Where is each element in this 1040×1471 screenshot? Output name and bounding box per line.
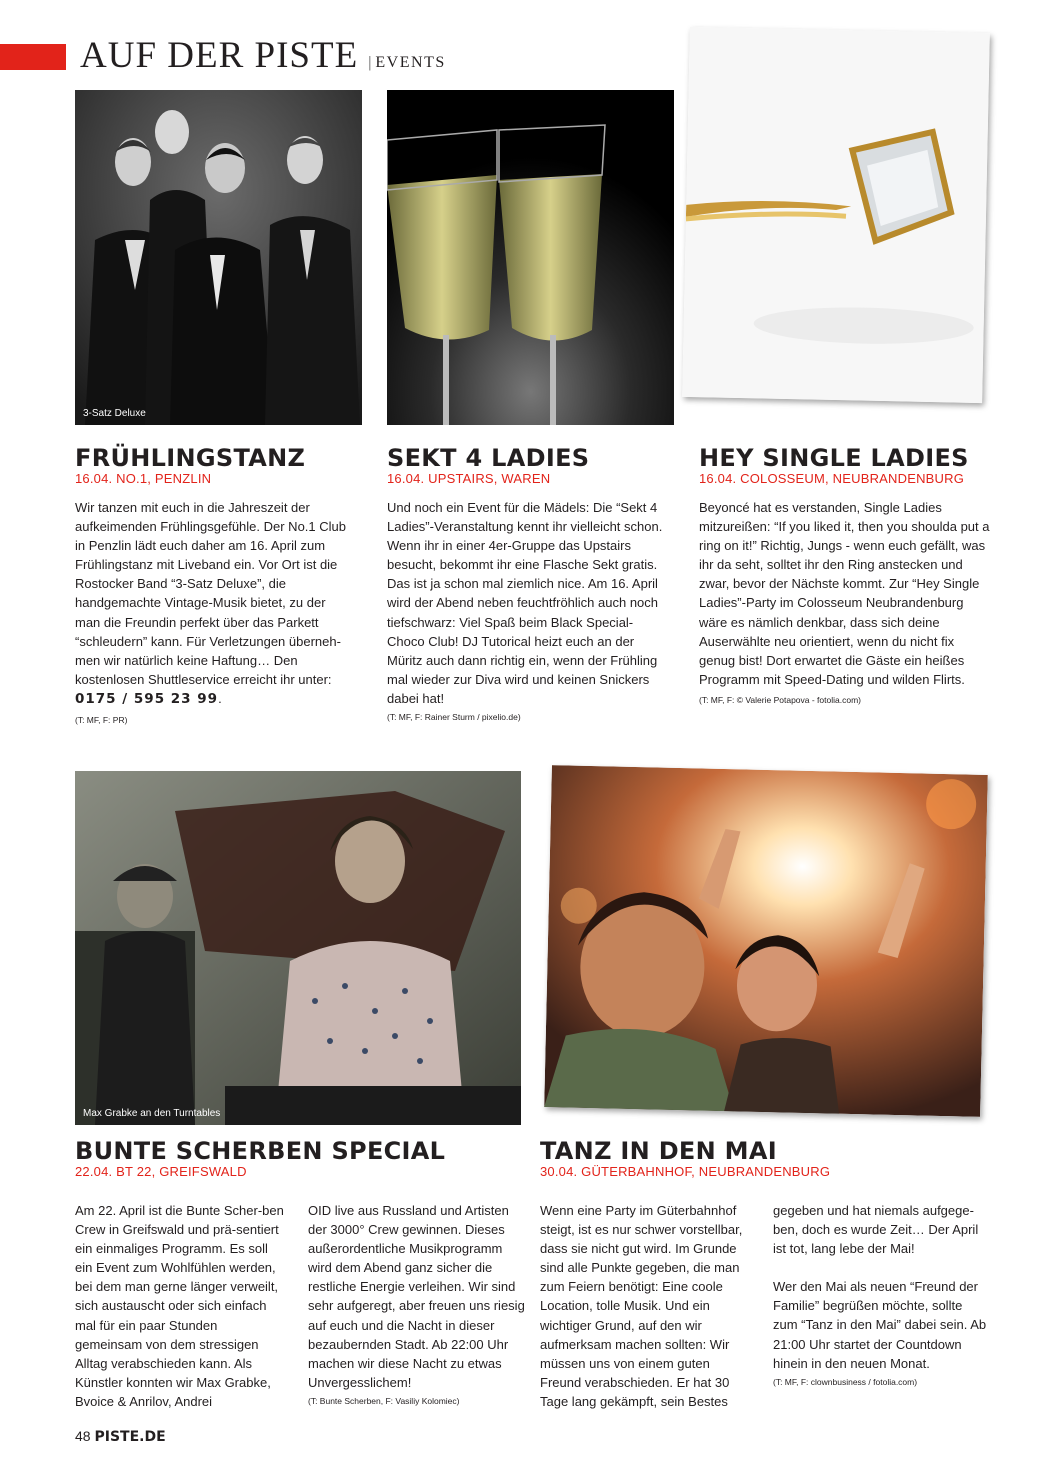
article-body-column-2-wrap bbox=[773, 1201, 988, 1388]
article-date-location: 16.04. NO.1, PENZLIN bbox=[75, 471, 212, 486]
article-credit: (T: Bunte Scherben, F: Vasiliy Kolomiec) bbox=[308, 1395, 460, 1406]
article-title: FRÜHLINGSTANZ bbox=[75, 444, 306, 472]
page-number: 48 bbox=[75, 1428, 91, 1444]
article-body-column-2-p2: Wer den Mai als neuen “Freund der Familie” begrüßen möchte, sollte zum “Tanz in den Mai” dabei sein. Ab 21:00 Uhr startet der Countdown hinein in den neuen Monat. bbox=[773, 1279, 987, 1371]
photo-caption: Max Grabke an den Turntables bbox=[83, 1108, 221, 1119]
section-subtitle: EVENTS bbox=[375, 54, 446, 71]
article-body-column-2-p1: gegeben und hat niemals aufgege-ben, doch es wurde Zeit… Der April ist tot, lang lebe der Mai! bbox=[773, 1203, 979, 1257]
article-credit: (T: MF, F: Rainer Sturm / pixelio.de) bbox=[387, 712, 521, 723]
header-divider: | bbox=[368, 54, 372, 71]
article-title: TANZ IN DEN MAI bbox=[540, 1137, 777, 1165]
page-footer bbox=[75, 1428, 166, 1445]
section-header bbox=[80, 34, 446, 77]
article-fruehlingstanz bbox=[75, 444, 365, 726]
article-date-location: 30.04. GÜTERBAHNHOF, NEUBRANDENBURG bbox=[540, 1164, 831, 1179]
party-photo bbox=[544, 765, 988, 1117]
article-body: Beyoncé hat es verstanden, Single Ladies mitzureißen: “If you liked it, then you shoulda put a ring on it!” Richtig, Jungs - wenn euch gefällt, was ihr da seht, solltet ihr den Ring anstecken und zwar, bevor der Nächste kommt. Zur “Hey Single Ladies”-Party im Colosseum Neubrandenburg wäre es nämlich denkbar, dass sich deine Auserwählte neu orientiert, wenn du nicht fix genug bist! Dort erwartet die Gäste ein heißes Programm mit Speed-Dating und wilden Flirts. bbox=[699, 500, 990, 687]
article-date-location: 16.04. UPSTAIRS, WAREN bbox=[387, 471, 551, 486]
article-title: SEKT 4 LADIES bbox=[387, 444, 590, 472]
champagne-photo bbox=[387, 90, 674, 425]
article-body: Und noch ein Event für die Mädels: Die “Sekt 4 Ladies”-Veranstaltung kennt ihr vielleicht schon. Wenn ihr in einer 4er-Gruppe das Upstairs besucht, bekommt ihr eine Flasche Sekt gratis. Das ist ja schon mal ziemlich nice. Am 16. April wird der Abend neben feuchtfröhlich auch noch tiefschwarz: Viel Spaß beim Black Special-Choco Club! DJ Tutorical heizt euch an der Müritz auch dann richtig ein, wenn der Frühling mal wieder zur Diva wird und keinen Snickers dabei hat! bbox=[387, 500, 663, 706]
article-title: HEY SINGLE LADIES bbox=[699, 444, 969, 472]
article-body-column-1: Am 22. April ist die Bunte Scher-ben Crew in Greifswald und prä-sentiert ein einmaliges Programm. Es soll ein Event zum Wohlfühlen werden, bei dem man gerne länger verweilt, sich austauscht oder sich einfach mal für ein paar Stunden gemeinsam von dem stressigen Alltag verabschieden kann. Als Künstler konnten wir Max Grabke, Bvoice & Anrilov, Andrei bbox=[75, 1203, 284, 1409]
article-sekt-4-ladies bbox=[387, 444, 677, 723]
dj-photo bbox=[75, 771, 521, 1125]
article-hey-single-ladies bbox=[699, 444, 994, 706]
article-body-column-2: OID live aus Russland und Artisten der 3000° Crew gewinnen. Dieses außerordentliche Musikprogramm wird dem Abend ganz sicher die restliche Energie verleihen. Wir sind sehr aufgeregt, aber freuen uns riesig auf euch und die Nacht in dieser bezaubernden Stadt. Ab 22:00 Uhr machen wir diese Nacht zu etwas Unvergesslichem! bbox=[308, 1203, 525, 1390]
brand-name: PISTE.DE bbox=[94, 1429, 166, 1445]
article-credit: (T: MF, F: clownbusiness / fotolia.com) bbox=[773, 1376, 918, 1387]
article-title: BUNTE SCHERBEN SPECIAL bbox=[75, 1137, 446, 1165]
photo-caption: 3-Satz Deluxe bbox=[83, 408, 146, 419]
ring-photo bbox=[682, 27, 990, 403]
phone-number: 0175 / 595 23 99 bbox=[75, 690, 219, 707]
article-credit: (T: MF, F: © Valerie Potapova - fotolia.com) bbox=[699, 694, 861, 705]
article-body-column-1: Wenn eine Party im Güterbahnhof steigt, ist es nur schwer vorstellbar, dass sie nicht gut wird. Im Grunde sind alle Punkte gegeben, die man zum Feiern benötigt: Eine coole Location, tolle Musik. Und ein wichtiger Grund, auf den wir aufmerksam machen sollten: Wir müssen uns von einem guten Freund verabschieden. Er hat 30 Tage lang gekämpft, sein Bestes bbox=[540, 1203, 743, 1409]
article-tanz-in-den-mai bbox=[540, 1137, 990, 1409]
band-photo bbox=[75, 90, 362, 425]
article-body-column-2-wrap bbox=[308, 1201, 526, 1407]
article-bunte-scherben bbox=[75, 1137, 525, 1409]
article-text: Wir tanzen mit euch in die Jahreszeit der aufkeimenden Frühlingsgefühle. Der No.1 Club in Penzlin lädt euch daher am 16. April zum Frühlingstanz mit Liveband ein. Vor Ort ist die Rostocker Band “3-Satz Deluxe”, die handgemachte Vintage-Musik bietet, zu der man die Freundin perfekt über das Parkett “schleudern” kann. Für Verletzungen überneh-men wir natürlich keine Haftung… Den kostenlosen Shuttleservice erreicht ihr unter: bbox=[75, 500, 346, 687]
section-color-bar bbox=[0, 44, 66, 70]
section-title: AUF DER PISTE bbox=[80, 35, 359, 76]
article-credit: (T: MF, F: PR) bbox=[75, 715, 128, 726]
article-body bbox=[75, 498, 350, 709]
article-text-end: . bbox=[218, 690, 222, 706]
article-date-location: 16.04. COLOSSEUM, NEUBRANDENBURG bbox=[699, 471, 965, 486]
article-date-location: 22.04. BT 22, GREIFSWALD bbox=[75, 1164, 247, 1179]
